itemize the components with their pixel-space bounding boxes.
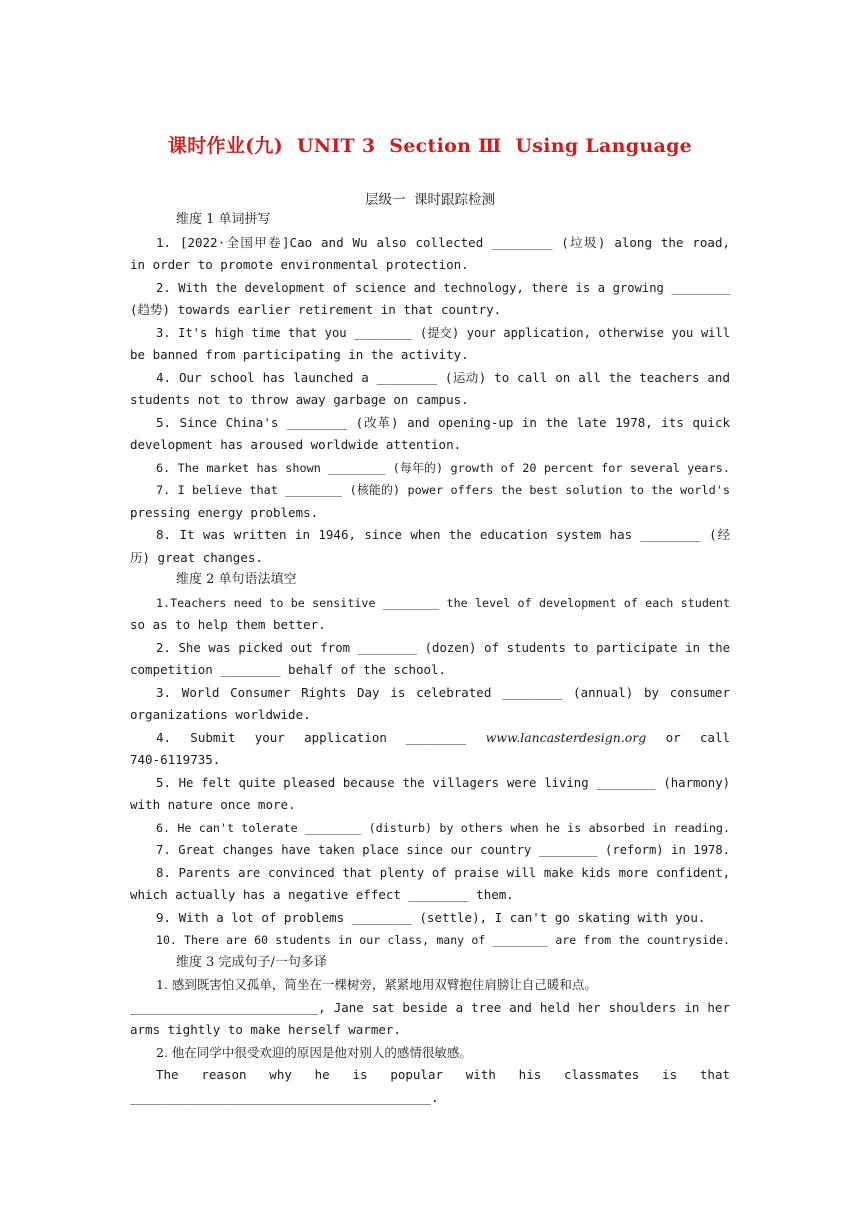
question-line: 8. It was written in 1946, since when the education system has ________ (经 xyxy=(156,527,730,542)
question-line: 740-6119735. xyxy=(130,752,221,767)
question-line: students not to throw away garbage on campus. xyxy=(130,392,469,407)
question-line: 2. 他在同学中很受欢迎的原因是他对别人的感情很敏感。 xyxy=(156,1044,472,1060)
question-line: be banned from participating in the activity. xyxy=(130,347,469,362)
question-text: or call xyxy=(665,729,730,745)
question-line: 10. There are 60 students in our class, many of ________ are from the countryside. xyxy=(156,933,730,947)
question-line: 3. It's high time that you ________ (提交) your application, otherwise you will xyxy=(156,325,730,340)
question-line: 1. 感到既害怕又孤单，简坐在一棵树旁，紧紧地用双臂抱住肩膀让自己暖和点。 xyxy=(156,977,597,992)
question-line: with nature once more. xyxy=(130,797,296,812)
question-line: 2. With the development of science and technology, there is a growing ________ xyxy=(156,280,730,295)
answer-blank-line: ________________________________________. xyxy=(130,1089,439,1105)
question-line xyxy=(130,727,730,750)
dimension-1-heading: 维度 1 单词拼写 xyxy=(176,212,271,227)
question-text: 4. Submit your application ________ xyxy=(156,729,467,745)
question-line: 8. Parents are convinced that plenty of praise will make kids more confident, xyxy=(156,865,730,880)
website-url: www.lancasterdesign.org xyxy=(485,729,647,745)
question-line: (趋势) towards earlier retirement in that country. xyxy=(130,302,502,317)
question-line: 9. With a lot of problems ________ (settle), I can't go skating with you. xyxy=(156,909,706,925)
question-line: The reason why he is popular with his classmates is that xyxy=(156,1067,730,1082)
question-line: development has aroused worldwide attention. xyxy=(130,437,462,452)
worksheet-body xyxy=(130,209,730,1109)
question-line: 7. I believe that ________ (核能的) power offers the best solution to the world's xyxy=(156,483,730,497)
question-line: 2. She was picked out from ________ (dozen) of students to participate in the xyxy=(156,640,730,655)
question-line: in order to promote environmental protection. xyxy=(130,257,469,272)
dimension-3-heading: 维度 3 完成句子/一句多译 xyxy=(176,954,327,970)
question-line: so as to help them better. xyxy=(130,617,326,632)
question-line: 4. Our school has launched a ________ (运动) to call on all the teachers and xyxy=(156,369,730,385)
dimension-2-heading: 维度 2 单句语法填空 xyxy=(176,572,297,587)
question-line: 3. World Consumer Rights Day is celebrated ________ (annual) by consumer xyxy=(156,684,730,700)
page-title: 课时作业(九) UNIT 3 Section Ⅲ Using Language xyxy=(167,135,693,157)
question-line: arms tightly to make herself warmer. xyxy=(130,1022,401,1037)
question-line: competition ________ behalf of the school. xyxy=(130,662,447,677)
question-line: _________________________, Jane sat beside a tree and held her shoulders in her xyxy=(130,999,730,1015)
question-line: which actually has a negative effect ________ them. xyxy=(130,887,514,902)
question-line: organizations worldwide. xyxy=(130,707,311,722)
question-line: 7. Great changes have taken place since our country ________ (reform) in 1978. xyxy=(156,843,730,857)
question-line: 6. The market has shown ________ (每年的) growth of 20 percent for several years. xyxy=(156,460,730,475)
question-line: 5. Since China's ________ (改革) and opening-up in the late 1978, its quick xyxy=(156,414,730,430)
question-line: pressing energy problems. xyxy=(130,504,319,520)
question-line: 1.Teachers need to be sensitive ________ the level of development of each student xyxy=(156,595,730,610)
question-line: 1. [2022·全国甲卷]Cao and Wu also collected ________ (垃圾) along the road, xyxy=(156,234,730,250)
question-line: 历) great changes. xyxy=(130,549,263,565)
question-line: 5. He felt quite pleased because the villagers were living ________ (harmony) xyxy=(156,775,730,790)
level-heading: 层级一 课时跟踪检测 xyxy=(364,192,496,208)
question-line: 6. He can't tolerate ________ (disturb) by others when he is absorbed in reading. xyxy=(156,820,730,835)
